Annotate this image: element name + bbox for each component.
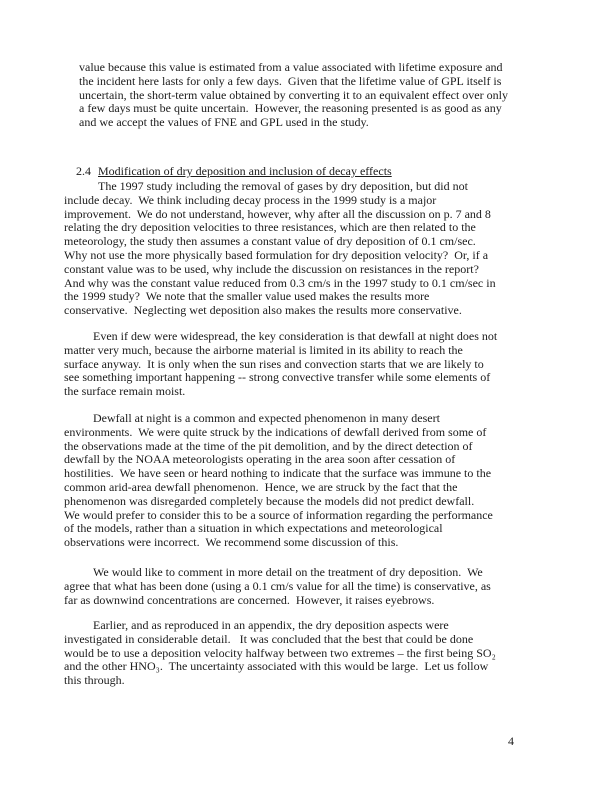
text-line: phenomenon was disregarded completely because the models did not predict dewfall. bbox=[64, 493, 475, 508]
text-line: improvement. We do not understand, however, why after all the discussion on p. 7 and 8 bbox=[64, 206, 491, 221]
text-line: agree that what has been done (using a 0.1 cm/s value for all the time) is conservative, as bbox=[64, 578, 491, 593]
text-line: investigated in considerable detail. It was concluded that the best that could be done bbox=[64, 631, 474, 646]
text-line: environments. We were quite struck by the indications of dewfall derived from some of bbox=[64, 424, 487, 439]
text-line: Dewfall at night is a common and expected phenomenon in many desert bbox=[93, 411, 440, 425]
text-line: Earlier, and as reproduced in an appendix, the dry deposition aspects were bbox=[93, 618, 449, 632]
text-line: conservative. Neglecting wet deposition also makes the results more conservative. bbox=[64, 303, 462, 318]
text-line: a few days must be quite uncertain. However, the reasoning presented is as good as any bbox=[79, 101, 502, 116]
paragraph-appendix-earlier bbox=[64, 619, 496, 688]
text-line: the incident here lasts for only a few days. Given that the lifetime value of GPL itself is bbox=[79, 73, 502, 88]
text-line: common arid-area dewfall phenomenon. Hence, we are struck by the fact that the bbox=[64, 479, 458, 494]
paragraph-dewfall-night bbox=[64, 412, 493, 550]
text-line: the surface remain moist. bbox=[64, 384, 186, 399]
section-title: Modification of dry deposition and inclusion of decay effects bbox=[98, 164, 392, 178]
text-line: constant value was to be used, why include the discussion on resistances in the report? bbox=[64, 261, 479, 276]
text-line: the 1999 study? We note that the smaller value used makes the results more bbox=[64, 289, 430, 304]
text-line: value because this value is estimated from a value associated with lifetime exposure and bbox=[79, 60, 503, 74]
paragraph-1997-study bbox=[64, 180, 496, 318]
text-line: would be to use a deposition velocity halfway between two extremes – the first being SO₂ bbox=[64, 645, 496, 660]
text-line: dewfall by the NOAA meteorologists operating in the area soon after cessation of bbox=[64, 452, 456, 467]
text-line: relating the dry deposition velocities to three resistances, which are then related to the bbox=[64, 220, 476, 235]
text-line: We would like to comment in more detail on the treatment of dry deposition. We bbox=[93, 565, 483, 579]
text-line: And why was the constant value reduced from 0.3 cm/s in the 1997 study to 0.1 cm/sec in bbox=[64, 275, 496, 290]
text-line: this through. bbox=[64, 673, 125, 688]
text-line: the observations made at the time of the pit demolition, and by the direct detection of bbox=[64, 438, 473, 453]
text-line: meteorology, the study then assumes a constant value of dry deposition of 0.1 cm/sec. bbox=[64, 234, 476, 249]
paragraph-dry-deposition-comment bbox=[64, 566, 491, 607]
text-line: The 1997 study including the removal of gases by dry deposition, but did not bbox=[98, 179, 468, 193]
text-line: observations were incorrect. We recommend some discussion of this. bbox=[64, 535, 399, 550]
paragraph-dew-widespread bbox=[64, 330, 497, 399]
text-line: include decay. We think including decay process in the 1999 study is a major bbox=[64, 192, 437, 207]
page-number: 4 bbox=[508, 734, 514, 748]
text-line: and we accept the values of FNE and GPL used in the study. bbox=[79, 115, 369, 130]
paragraph-continuation bbox=[79, 61, 508, 130]
text-line: of the models, rather than a situation in which expectations and meteorological bbox=[64, 521, 443, 536]
text-line: Even if dew were widespread, the key consideration is that dewfall at night does not bbox=[93, 329, 498, 343]
text-line: uncertain, the short-term value obtained by converting it to an equivalent effect over only bbox=[79, 87, 508, 102]
text-line: and the other HNO₃. The uncertainty associated with this would be large. Let us follow bbox=[64, 659, 489, 674]
text-line: see something important happening -- strong convective transfer while some elements of bbox=[64, 370, 491, 385]
text-line: matter very much, because the airborne material is limited in its ability to reach the bbox=[64, 342, 463, 357]
section-number: 2.4 bbox=[76, 164, 91, 178]
text-line: Why not use the more physically based formulation for dry deposition velocity? Or, if a bbox=[64, 247, 489, 262]
text-line: We would prefer to consider this to be a source of information regarding the performance bbox=[64, 507, 493, 522]
text-line: surface anyway. It is only when the sun rises and convection starts that we are likely to bbox=[64, 356, 484, 371]
text-line: far as downwind concentrations are concerned. However, it raises eyebrows. bbox=[64, 592, 435, 607]
text-line: hostilities. We have seen or heard nothing to indicate that the surface was immune to the bbox=[64, 466, 492, 481]
